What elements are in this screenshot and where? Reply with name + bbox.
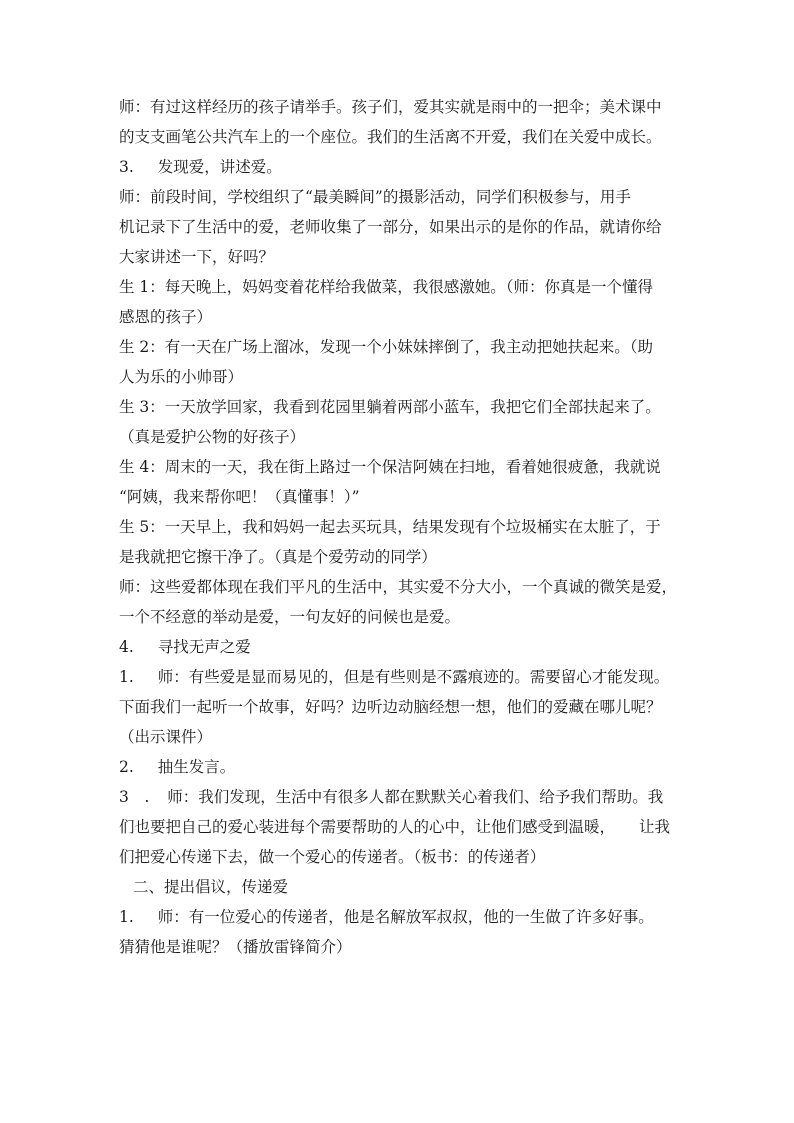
paragraph-line: 人为乐的小帅哥） bbox=[119, 368, 244, 386]
item-number: 1. bbox=[119, 908, 134, 926]
section-title: 寻找无声之爱 bbox=[157, 638, 251, 656]
item-text: 师：有一位爱心的传递者，他是名解放军叔叔，他的一生做了许多好事。 bbox=[157, 908, 654, 926]
paragraph-line: 们把爱心传递下去，做一个爱心的传递者。（板书：的传递者） bbox=[119, 848, 546, 866]
paragraph-line: 生 2：有一天在广场上溜冰，发现一个小妹妹摔倒了，我主动把她扶起来。（助 bbox=[119, 338, 654, 356]
section-heading: 二、提出倡议，传递爱 bbox=[133, 878, 289, 896]
paragraph-line: 大家讲述一下，好吗？ bbox=[119, 248, 275, 266]
item-text: 师：有些爱是显而易见的，但是有些则是不露痕迹的。需要留心才能发现。 bbox=[157, 668, 670, 686]
line-text: 让我 bbox=[639, 818, 671, 836]
section-heading bbox=[119, 156, 679, 178]
paragraph-line: 下面我们一起听一个故事，好吗？边听边动脑经想一想，他们的爱藏在哪儿呢？ bbox=[119, 698, 662, 716]
line-text: 们也要把自己的爱心装进每个需要帮助的人的心中，让他们感受到温暖， bbox=[119, 818, 616, 836]
numbered-line bbox=[119, 756, 679, 778]
paragraph-line: 是我就把它擦干净了。（真是个爱劳动的同学） bbox=[119, 548, 437, 566]
paragraph-line: （真是爱护公物的好孩子） bbox=[119, 428, 306, 446]
paragraph-line: 生 5：一天早上，我和妈妈一起去买玩具，结果发现有个垃圾桶实在太脏了，于 bbox=[119, 518, 661, 536]
document-body bbox=[119, 96, 679, 958]
section-title: 发现爱，讲述爱。 bbox=[157, 158, 282, 176]
paragraph-line: 生 1：每天晚上，妈妈变着花样给我做菜，我很感激她。（师：你真是一个懂得 bbox=[119, 278, 654, 296]
paragraph-line: 猜猜他是谁呢？（播放雷锋简介） bbox=[119, 938, 352, 956]
item-number: 2. bbox=[119, 758, 134, 776]
section-number: 4. bbox=[119, 638, 134, 656]
paragraph-line: 一个不经意的举动是爱，一句友好的问候也是爱。 bbox=[119, 608, 461, 626]
section-number: 3. bbox=[119, 158, 134, 176]
item-text: 师：我们发现，生活中有很多人都在默默关心着我们、给予我们帮助。我 bbox=[167, 788, 664, 806]
numbered-line bbox=[119, 786, 679, 808]
paragraph-line: 生 3：一天放学回家，我看到花园里躺着两部小蓝车，我把它们全部扶起来了。 bbox=[119, 398, 661, 416]
paragraph-line bbox=[119, 816, 679, 838]
paragraph-line: 生 4：周末的一天，我在街上路过一个保洁阿姨在扫地，看着她很疲惫，我就说 bbox=[119, 458, 661, 476]
paragraph-line: （出示课件） bbox=[119, 728, 213, 746]
paragraph-line: “阿姨，我来帮你吧！（真懂事！）” bbox=[119, 488, 360, 506]
item-number: 3 . bbox=[119, 788, 150, 806]
paragraph-line: 师：这些爱都体现在我们平凡的生活中，其实爱不分大小，一个真诚的微笑是爱， bbox=[119, 578, 678, 596]
item-number: 1. bbox=[119, 668, 134, 686]
numbered-line bbox=[119, 666, 679, 688]
section-heading bbox=[119, 636, 679, 658]
numbered-line bbox=[119, 906, 679, 928]
paragraph-line: 师：有过这样经历的孩子请举手。孩子们，爱其实就是雨中的一把伞；美术课中 bbox=[119, 98, 662, 116]
paragraph-line: 机记录下了生活中的爱，老师收集了一部分，如果出示的是你的作品，就请你给 bbox=[119, 218, 662, 236]
item-text: 抽生发言。 bbox=[157, 758, 236, 776]
paragraph-line: 的支支画笔公共汽车上的一个座位。我们的生活离不开爱，我们在关爱中成长。 bbox=[119, 128, 662, 146]
paragraph-line: 感恩的孩子） bbox=[119, 308, 213, 326]
paragraph-line: 师：前段时间，学校组织了“最美瞬间”的摄影活动，同学们积极参与，用手 bbox=[119, 188, 631, 206]
